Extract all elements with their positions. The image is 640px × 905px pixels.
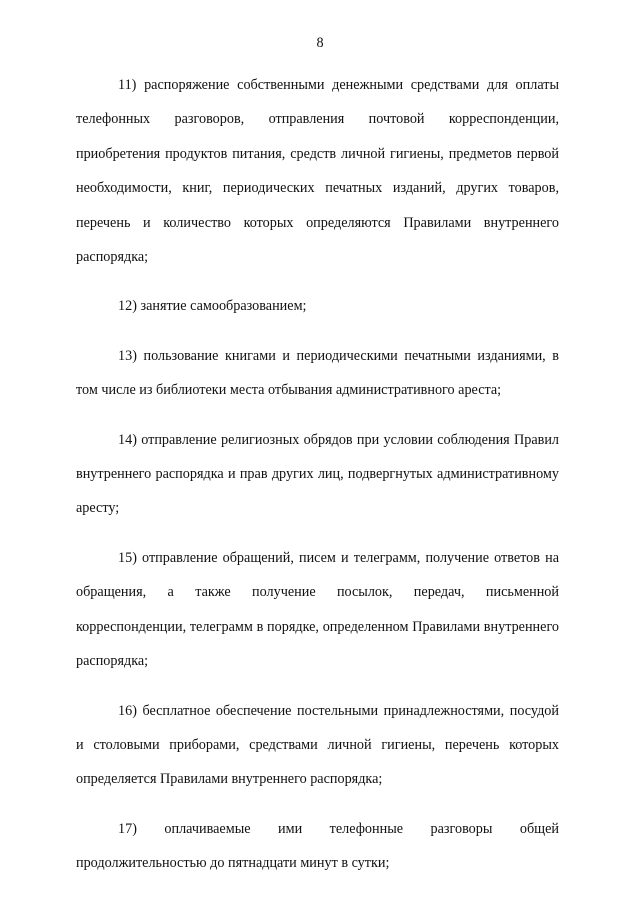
paragraph-item-16: 16) бесплатное обеспечение постельными принадлежностями, посудой и столовыми приборами, средствами личной гигиены, перечень которых определяется Правилами внутреннего распорядка; <box>76 702 559 788</box>
page-number: 8 <box>316 35 324 51</box>
paragraph-item-13: 13) пользование книгами и периодическими печатными изданиями, в том числе из библиотеки места отбывания административного ареста; <box>76 347 559 399</box>
paragraph-item-17: 17) оплачиваемые ими телефонные разговоры общей продолжительностью до пятнадцати минут в сутки; <box>76 820 559 872</box>
paragraph-item-14: 14) отправление религиозных обрядов при условии соблюдения Правил внутреннего распорядка и прав других лиц, подвергнутых административному аресту; <box>76 431 559 517</box>
paragraph-item-15: 15) отправление обращений, писем и телеграмм, получение ответов на обращения, а также получение посылок, передач, письменной корреспонденции, телеграмм в порядке, определенном Правилами внутреннего распорядка; <box>76 549 559 670</box>
paragraph-item-11: 11) распоряжение собственными денежными средствами для оплаты телефонных разговоров, отправления почтовой корреспонденции, приобретения продуктов питания, средств личной гигиены, предметов первой необходимости, книг, периодических печатных изданий, других товаров, перечень и количество которых определяются Правилами внутреннего распорядка; <box>76 77 559 266</box>
document-body <box>76 68 559 896</box>
paragraph-item-12: 12) занятие самообразованием; <box>118 298 307 315</box>
